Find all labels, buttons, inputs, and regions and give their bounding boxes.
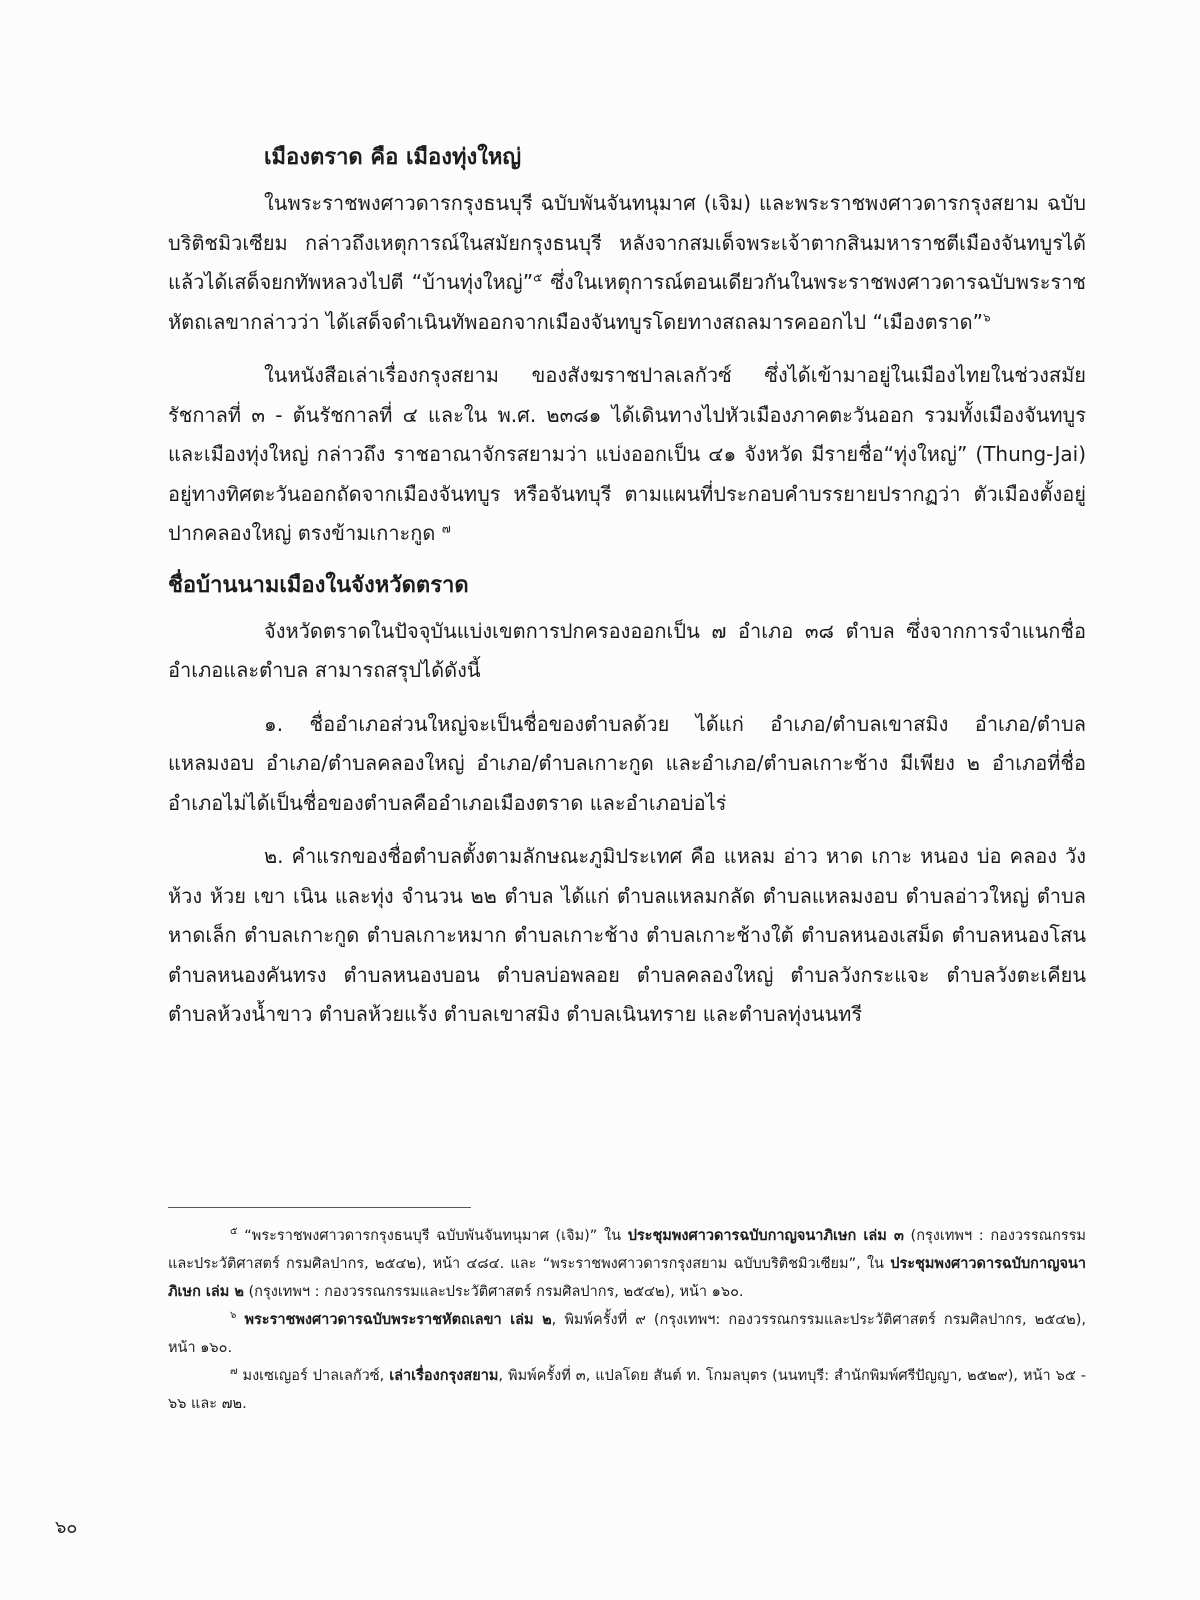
heading-trat-is-thung-yai: เมืองตราด คือ เมืองทุ่งใหญ่ xyxy=(264,145,522,170)
footnote-7-text-a: มงเซเญอร์ ปาลเลกัวซ์, xyxy=(242,1368,390,1384)
paragraph-1-text-a: ในพระราชพงศาวดารกรุงธนบุรี ฉบับพันจันทนุมาศ (เจิม) และพระราชพงศาวดารกรุงสยาม ฉบับบริติชมิวเซียม กล่าวถึงเหตุการณ์ในสมัยกรุงธนบุรี หลังจากสมเด็จพระเจ้าตากสินมหาราชตีเมืองจันทบูรได้แล้วได้เสด็จยกทัพหลวงไปตี “บ้านทุ่งใหญ่” xyxy=(168,191,1086,294)
footnote-5-marker: ๕ xyxy=(230,1226,238,1238)
paragraph-1-text-b: ซึ่งในเหตุการณ์ตอนเดียวกันในพระราชพงศาวดารฉบับพระราชหัตถเลขากล่าวว่า ได้เสด็จดำเนินทัพออกจากเมืองจันทบูรโดยทางสถลมารคออกไป “เมืองตราด” xyxy=(168,270,1086,334)
paragraph-3: จังหวัดตราดในปัจจุบันแบ่งเขตการปกครองออกเป็น ๗ อำเภอ ๓๘ ตำบล ซึ่งจากการจำแนกชื่ออำเภอและตำบล สามารถสรุปได้ดังนี้ xyxy=(168,618,1086,682)
footnote-ref-7[interactable]: ๗ xyxy=(441,521,451,536)
paragraph-1 xyxy=(168,184,1086,342)
footnote-7-text-c: , พิมพ์ครั้งที่ ๓, แปลโดย สันต์ ท. โกมลบุตร (นนทบุรี: สำนักพิมพ์ศรีปัญญา, ๒๕๒๙), หน้า ๖๕ - ๖๖ และ ๗๒. xyxy=(168,1368,1087,1412)
footnote-6-marker: ๖ xyxy=(230,1310,237,1322)
main-content xyxy=(168,140,1086,1049)
footnote-7 xyxy=(168,1362,1086,1418)
footnote-5-title-b: ประชุมพงศาวดารฉบับกาญจนาภิเษก เล่ม ๒ xyxy=(168,1256,1086,1300)
footnote-6 xyxy=(168,1306,1086,1362)
footnote-5 xyxy=(168,1222,1086,1306)
footnote-6-title: พระราชพงศาวดารฉบับพระราชหัตถเลขา เล่ม ๒ xyxy=(244,1312,552,1328)
footnote-6-text: , พิมพ์ครั้งที่ ๙ (กรุงเทพฯ: กองวรรณกรรมและประวัติศาสตร์ กรมศิลปากร, ๒๕๔๒), หน้า ๑๖๐. xyxy=(168,1312,1086,1356)
page-number: ๖๐ xyxy=(55,1517,78,1538)
footnote-7-title: เล่าเรื่องกรุงสยาม xyxy=(389,1368,499,1384)
footnote-divider xyxy=(168,1207,471,1208)
paragraph-4: ๑. ชื่ออำเภอส่วนใหญ่จะเป็นชื่อของตำบลด้วย ได้แก่ อำเภอ/ตำบลเขาสมิง อำเภอ/ตำบลแหลมงอบ อำเภอ/ตำบลคลองใหญ่ อำเภอ/ตำบลเกาะกูด และอำเภอ/ตำบลเกาะช้าง มีเพียง ๒ อำเภอที่ชื่ออำเภอไม่ได้เป็นชื่อของตำบลคืออำเภอเมืองตราด และอำเภอบ่อไร่ xyxy=(168,711,1086,815)
footnote-ref-5[interactable]: ๕ xyxy=(533,270,543,285)
footnote-5-text-c: (กรุงเทพฯ : กองวรรณกรรมและประวัติศาสตร์ กรมศิลปากร, ๒๕๔๒), หน้า ๔๘๔. และ “พระราชพงศาวดารกรุงสยาม ฉบับบริติชมิวเซียม”, ใน xyxy=(168,1228,1086,1272)
footnote-7-marker: ๗ xyxy=(230,1366,238,1378)
footnote-5-text-e: (กรุงเทพฯ : กองวรรณกรรมและประวัติศาสตร์ กรมศิลปากร, ๒๕๔๒), หน้า ๑๖๐. xyxy=(243,1284,744,1300)
paragraph-2-text: ในหนังสือเล่าเรื่องกรุงสยาม ของสังฆราชปาลเลกัวซ์ ซึ่งได้เข้ามาอยู่ในเมืองไทยในช่วงสมัยรัชกาลที่ ๓ - ต้นรัชกาลที่ ๔ และใน พ.ศ. ๒๓๘๑ ได้เดินทางไปหัวเมืองภาคตะวันออก รวมทั้งเมืองจันทบูรและเมืองทุ่งใหญ่ กล่าวถึง ราชอาณาจักรสยามว่า แบ่งออกเป็น ๔๑ จังหวัด มีรายชื่อ“ทุ่งใหญ่” (Thung-Jai) อยู่ทางทิศตะวันออกถัดจากเมืองจันทบูร หรือจันทบุรี ตามแผนที่ประกอบคำบรรยายปรากฏว่า ตัวเมืองตั้งอยู่ปากคลองใหญ่ ตรงข้ามเกาะกูด xyxy=(168,363,1086,545)
heading-place-names: ชื่อบ้านนามเมืองในจังหวัดตราด xyxy=(168,572,469,598)
paragraph-5: ๒. คำแรกของชื่อตำบลตั้งตามลักษณะภูมิประเทศ คือ แหลม อ่าว หาด เกาะ หนอง บ่อ คลอง วัง ห้วง ห้วย เขา เนิน และทุ่ง จำนวน ๒๒ ตำบล ได้แก่ ตำบลแหลมกลัด ตำบลแหลมงอบ ตำบลอ่าวใหญ่ ตำบลหาดเล็ก ตำบลเกาะกูด ตำบลเกาะหมาก ตำบลเกาะช้าง ตำบลเกาะช้างใต้ ตำบลหนองเสม็ด ตำบลหนองโสน ตำบลหนองคันทรง ตำบลหนองบอน ตำบลบ่อพลอย ตำบลคลองใหญ่ ตำบลวังกระแจะ ตำบลวังตะเคียน ตำบลห้วงน้ำขาว ตำบลห้วยแร้ง ตำบลเขาสมิง ตำบลเนินทราย และตำบลทุ่งนนทรี xyxy=(168,844,1086,1026)
footnote-ref-6[interactable]: ๖ xyxy=(982,309,991,324)
footnote-5-text-a: “พระราชพงศาวดารกรุงธนบุรี ฉบับพันจันทนุมาศ (เจิม)” ใน xyxy=(244,1228,628,1244)
footnote-5-title-a: ประชุมพงศาวดารฉบับกาญจนาภิเษก เล่ม ๓ xyxy=(627,1228,904,1244)
footnotes xyxy=(168,1222,1086,1418)
paragraph-2 xyxy=(168,356,1086,554)
